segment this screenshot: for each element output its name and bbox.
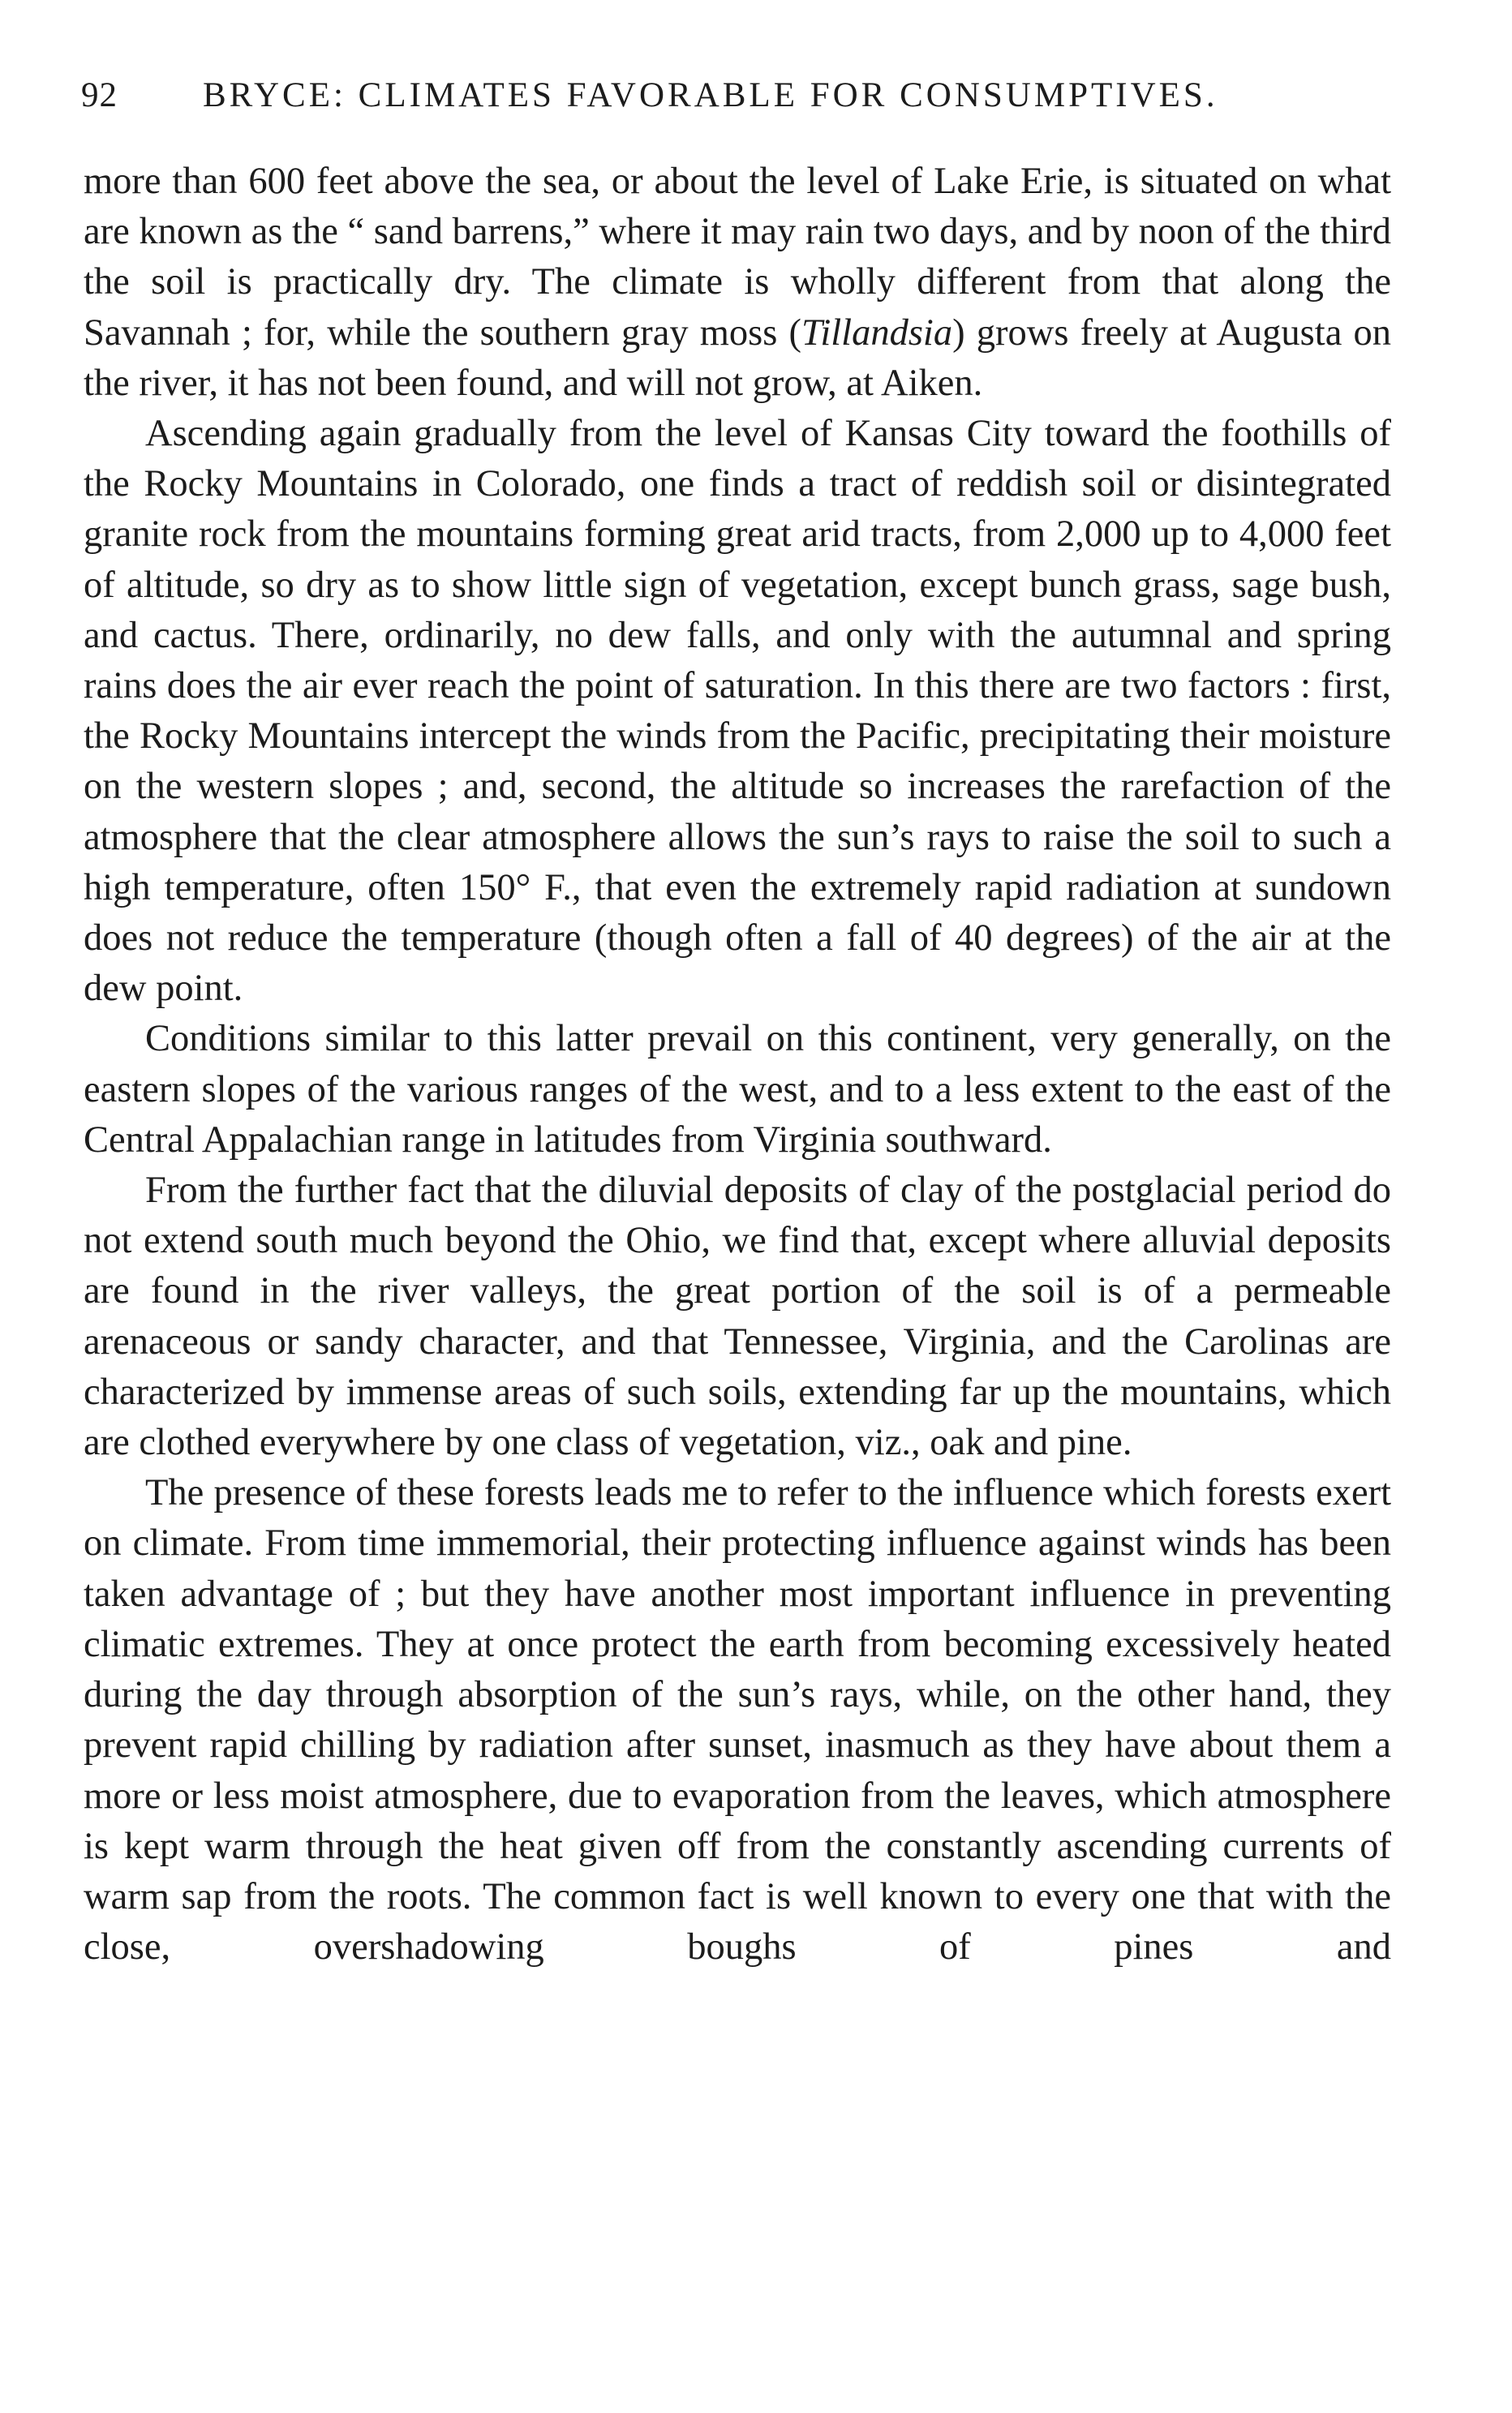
paragraph-3: Conditions similar to this latter prevail on this continent, very generally, on the eastern slopes of the various ranges of the west, and to a less extent to the east of the Central Appalachian range in latitudes from Virginia southward. <box>84 1018 1391 1161</box>
paragraph-4: From the further fact that the diluvial deposits of clay of the postglacial period do not extend south much beyond the Ohio, we find that, except where alluvial deposits are found in the river valleys, the great portion of the soil is of a permeable arenaceous or sandy character, and that Tennessee, Virginia, and the Carolinas are characterized by immense areas of such soils, extending far up the mountains, which are clothed everywhere by one class of vegetation, viz., oak and pine. <box>84 1170 1391 1464</box>
paragraph-2: Ascending again gradually from the level of Kansas City toward the foothills of the Rocky Mountains in Colorado, one finds a tract of reddish soil or disintegrated granite rock from the mountains forming great arid tracts, from 2,000 up to 4,000 feet of altitude, so dry as to show little sign of vegetation, except bunch grass, sage bush, and cactus. There, ordinarily, no dew falls, and only with the autumnal and spring rains does the air ever reach the point of saturation. In this there are two factors : first, the Rocky Mountains intercept the winds from the Pacific, precipitating their moisture on the western slopes ; and, second, the altitude so increases the rarefaction of the atmosphere that the clear atmosphere allows the sun’s rays to raise the soil to such a high temperature, often 150° F., that even the extremely rapid radiation at sundown does not reduce the temperature (though often a fall of 40 degrees) of the air at the dew point. <box>84 413 1391 1010</box>
running-head <box>81 71 1395 120</box>
running-title: BRYCE: CLIMATES FAVORABLE FOR CONSUMPTIVES. <box>203 76 1218 114</box>
paragraph-5: The presence of these forests leads me to refer to the influence which forests exert on climate. From time immemorial, their protecting influence against winds has been taken advantage of ; but they have another most important influence in preventing climatic extremes. They at once protect the earth from becoming excessively heated during the day through absorption of the sun’s rays, while, on the other hand, they prevent rapid chilling by radiation after sunset, inasmuch as they have about them a more or less moist atmosphere, due to evaporation from the leaves, which atmosphere is kept warm through the heat given off from the constantly ascending currents of warm sap from the roots. The common fact is well known to every one that with the close, overshadowing boughs of pines and <box>84 1472 1391 1969</box>
paragraph-1-text-after: ) grows freely at Augusta on the river, it has not been found, and will not grow, at Aiken. <box>84 311 1392 404</box>
body-text <box>84 157 1391 1973</box>
paragraph-1-italic-term: Tillandsia <box>801 311 953 354</box>
paragraph-1-text-before: more than 600 feet above the sea, or about the level of Lake Erie, is situated on what are known as the “ sand barrens,” where it may rain two days, and by noon of the third the soil is practically dry. The climate is wholly different from that along the Savannah ; for, while the southern gray moss ( <box>84 161 1391 354</box>
page-number: 92 <box>81 76 118 114</box>
paragraph-1 <box>84 157 1391 409</box>
